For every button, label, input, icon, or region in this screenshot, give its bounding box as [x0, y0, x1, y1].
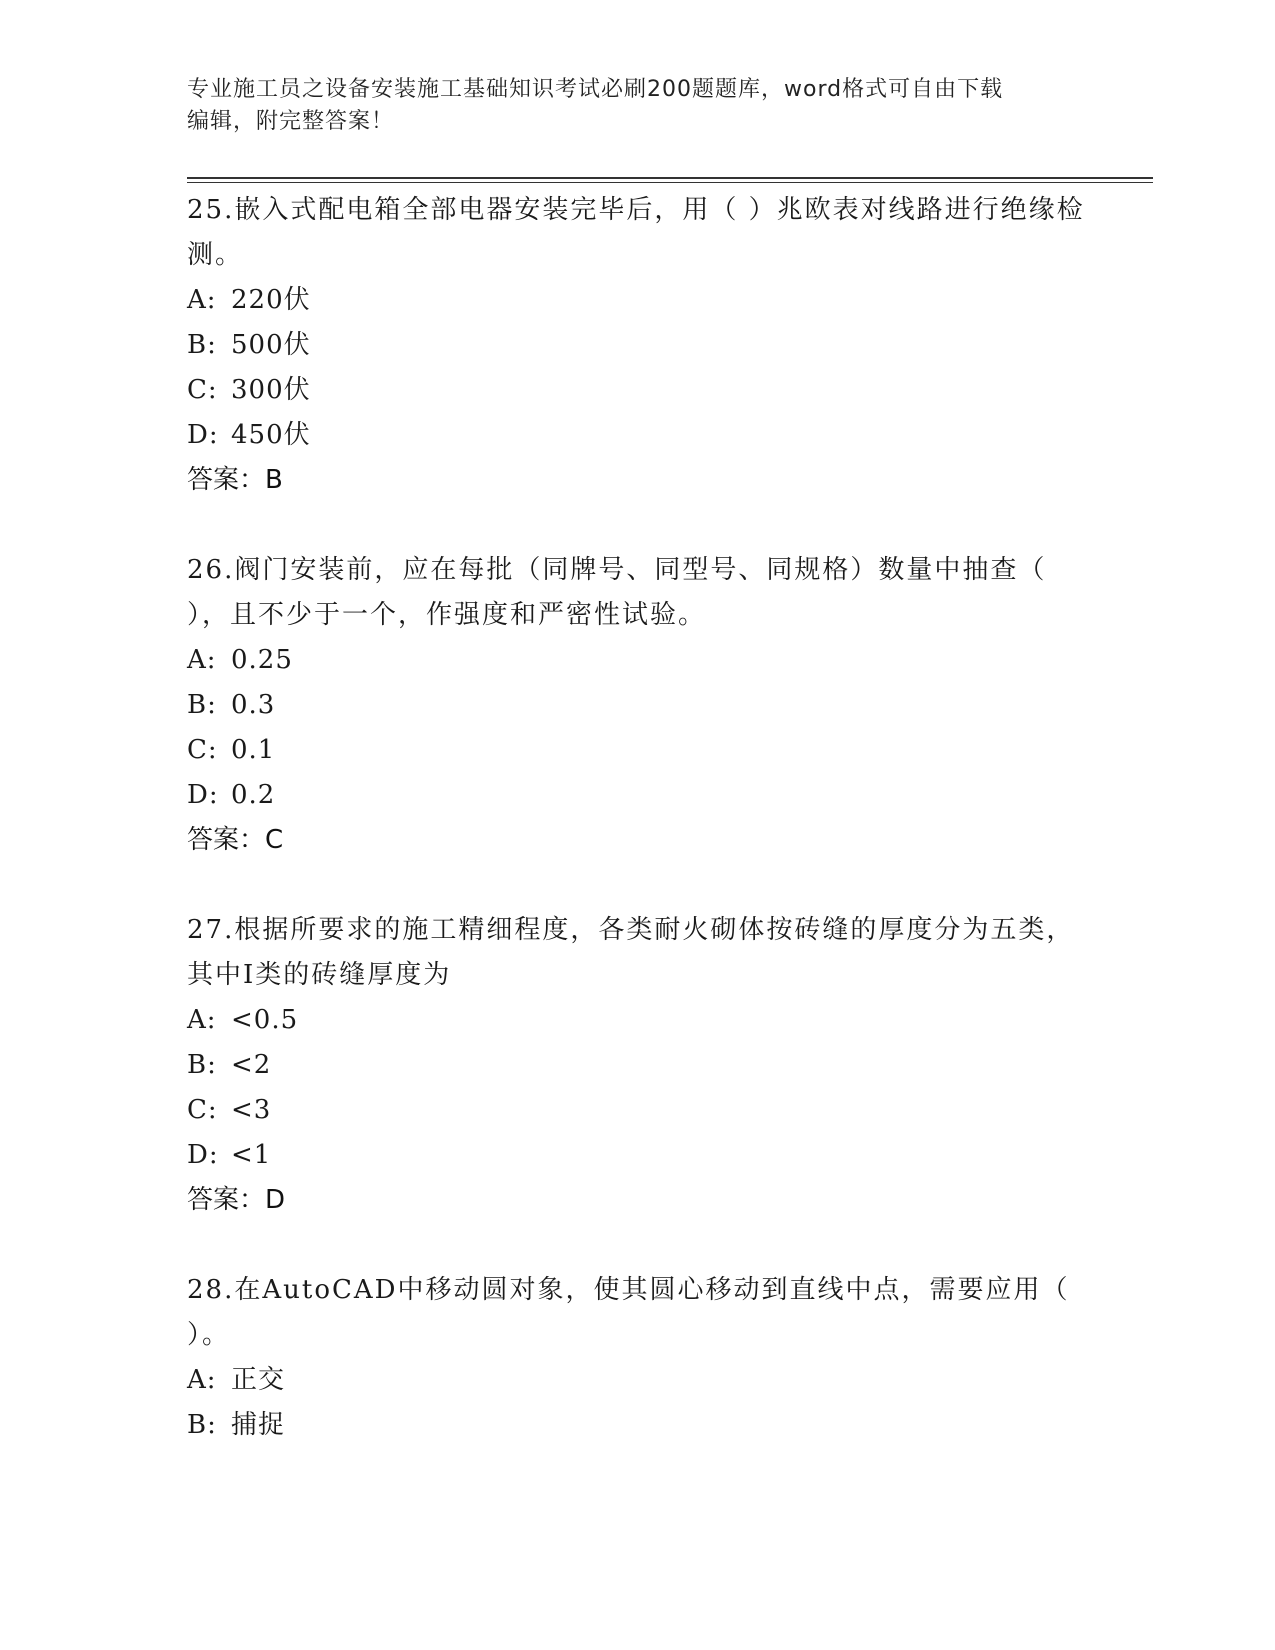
- option-letter: B:: [187, 1050, 217, 1080]
- option-a: [187, 998, 1087, 1043]
- option-text: 0.3: [231, 690, 276, 720]
- option-d: [187, 413, 1087, 458]
- option-text: 450伏: [231, 420, 311, 450]
- option-text: 300伏: [231, 375, 311, 405]
- question-text: 28.在AutoCAD中移动圆对象，使其圆心移动到直线中点，需要应用（ ）。: [187, 1275, 1070, 1350]
- option-letter: B:: [187, 1410, 217, 1440]
- answer-text: 答案：C: [187, 825, 284, 855]
- header-divider-thin: [187, 182, 1153, 183]
- question-item: [187, 188, 1087, 503]
- option-text: 捕捉: [231, 1410, 286, 1440]
- option-a: [187, 638, 1087, 683]
- option-d: [187, 1133, 1087, 1178]
- option-text: 0.25: [231, 645, 293, 675]
- option-text: <0.5: [231, 1005, 299, 1035]
- question-item: [187, 1268, 1087, 1448]
- question-list: [187, 188, 1087, 1493]
- option-letter: A:: [187, 1365, 217, 1395]
- option-b: [187, 323, 1087, 368]
- option-letter: A:: [187, 1005, 217, 1035]
- question-item: [187, 548, 1087, 863]
- option-c: [187, 1088, 1087, 1133]
- option-text: 0.1: [231, 735, 276, 765]
- option-c: [187, 728, 1087, 773]
- option-letter: B:: [187, 330, 217, 360]
- option-c: [187, 368, 1087, 413]
- option-letter: D:: [187, 420, 219, 450]
- option-text: <3: [231, 1095, 272, 1125]
- option-letter: C:: [187, 375, 218, 405]
- document-header: [187, 74, 1067, 138]
- answer-text: 答案：D: [187, 1185, 286, 1215]
- option-letter: D:: [187, 780, 219, 810]
- option-letter: B:: [187, 690, 217, 720]
- header-line-1: 专业施工员之设备安装施工基础知识考试必刷200题题库，word格式可自由下载: [187, 77, 1004, 102]
- question-text: 25.嵌入式配电箱全部电器安装完毕后，用（ ）兆欧表对线路进行绝缘检测。: [187, 195, 1085, 270]
- answer-text: 答案：B: [187, 465, 283, 495]
- question-text: 27.根据所要求的施工精细程度，各类耐火砌体按砖缝的厚度分为五类，其中I类的砖缝厚度为: [187, 915, 1075, 990]
- option-text: <1: [231, 1140, 272, 1170]
- option-letter: D:: [187, 1140, 219, 1170]
- option-a: [187, 1358, 1087, 1403]
- question-text: 26.阀门安装前，应在每批（同牌号、同型号、同规格）数量中抽查（ ），且不少于一个，作强度和严密性试验。: [187, 555, 1047, 630]
- option-letter: A:: [187, 645, 217, 675]
- option-text: 500伏: [231, 330, 311, 360]
- option-a: [187, 278, 1087, 323]
- option-letter: C:: [187, 735, 218, 765]
- header-line-2: 编辑，附完整答案！: [187, 109, 395, 134]
- option-d: [187, 773, 1087, 818]
- option-b: [187, 1403, 1087, 1448]
- option-b: [187, 1043, 1087, 1088]
- option-letter: C:: [187, 1095, 218, 1125]
- option-text: <2: [231, 1050, 272, 1080]
- option-text: 0.2: [231, 780, 276, 810]
- option-letter: A:: [187, 285, 217, 315]
- option-text: 正交: [231, 1365, 286, 1395]
- header-divider: [187, 177, 1153, 179]
- option-b: [187, 683, 1087, 728]
- question-item: [187, 908, 1087, 1223]
- option-text: 220伏: [231, 285, 311, 315]
